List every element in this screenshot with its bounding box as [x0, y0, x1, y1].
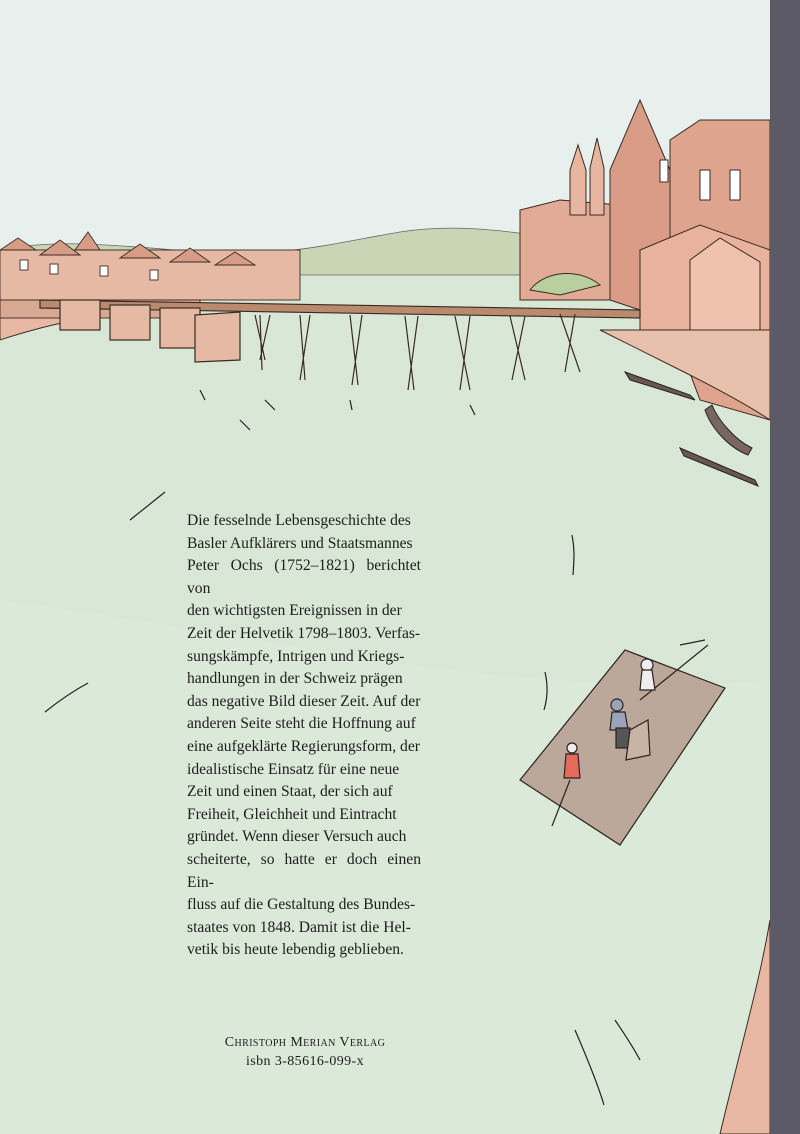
blurb-line: anderen Seite steht die Hoffnung auf — [187, 715, 416, 733]
blurb-line: gründet. Wenn dieser Versuch auch — [187, 828, 407, 846]
blurb-line: den wichtigsten Ereignissen in der — [187, 602, 402, 620]
blurb-line: scheiterte, so hatte er doch einen Ein- — [187, 850, 421, 891]
blurb-line: sungskämpfe, Intrigen und Kriegs- — [187, 647, 405, 665]
blurb-line: staates von 1848. Damit ist die Hel- — [187, 918, 411, 936]
publisher-name: Christoph Merian Verlag — [224, 1035, 386, 1050]
spine-strip — [770, 0, 800, 1134]
blurb-line: Peter Ochs (1752–1821) berichtet von — [187, 557, 421, 597]
blurb-line: eine aufgeklärte Regierungsform, der — [187, 737, 420, 755]
blurb-text — [187, 510, 421, 962]
blurb-line: das negative Bild dieser Zeit. Auf der — [187, 692, 421, 710]
isbn-number: isbn 3-85616-099-x — [245, 1054, 365, 1069]
blurb-line: idealistische Einsatz für eine neue — [187, 760, 400, 778]
blurb-line: fluss auf die Gestaltung des Bundes- — [187, 896, 416, 914]
blurb-line: vetik bis heute lebendig geblieben. — [187, 941, 404, 959]
publisher-imprint — [180, 1033, 430, 1071]
blurb-line: Freiheit, Gleichheit und Eintracht — [187, 805, 397, 823]
blurb-line: Zeit der Helvetik 1798–1803. Verfas- — [187, 624, 421, 642]
blurb-line: handlungen in der Schweiz prägen — [187, 670, 403, 688]
blurb-line: Basler Aufklärers und Staatsmannes — [187, 534, 413, 552]
blurb-line: Zeit und einen Staat, der sich auf — [187, 783, 393, 801]
blurb-line: Die fesselnde Lebensgeschichte des — [187, 512, 411, 529]
